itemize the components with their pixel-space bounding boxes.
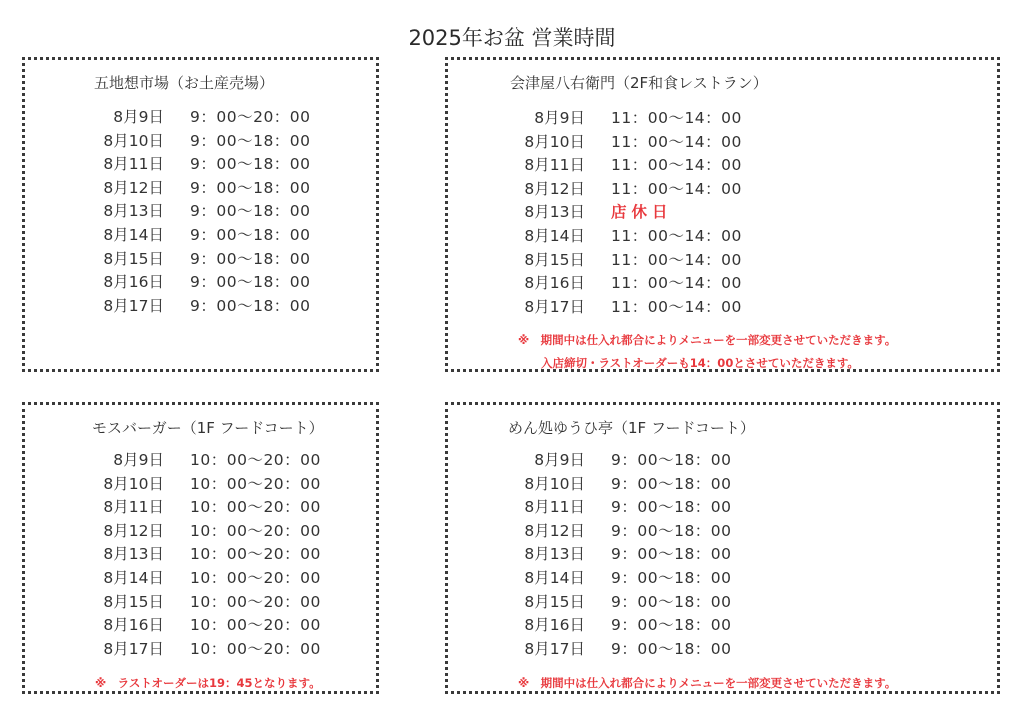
date: 8月11日 xyxy=(524,156,585,175)
date: 8月12日 xyxy=(524,179,585,198)
date: 8月15日 xyxy=(524,250,585,269)
hours-row xyxy=(84,520,321,544)
time: 9：00〜18：00 xyxy=(611,474,732,493)
hours-row xyxy=(505,449,732,473)
hours-list xyxy=(505,107,742,319)
hours-list xyxy=(84,106,311,318)
time: 10：00〜20：00 xyxy=(190,592,321,611)
date: 8月17日 xyxy=(103,639,164,658)
time: 10：00〜20：00 xyxy=(190,498,321,517)
shop-name: めん処ゆうひ亭（1F フードコート） xyxy=(508,419,755,437)
date: 8月10日 xyxy=(524,474,585,493)
hours-row xyxy=(84,248,311,272)
shop-name: モスバーガー（1F フードコート） xyxy=(92,419,324,437)
hours-row xyxy=(505,272,742,296)
hours-row xyxy=(505,178,742,202)
hours-row xyxy=(84,106,311,130)
time: 10：00〜20：00 xyxy=(190,616,321,635)
date: 8月9日 xyxy=(534,451,585,469)
hours-row xyxy=(84,473,321,497)
date: 8月9日 xyxy=(113,108,164,126)
hours-row xyxy=(84,567,321,591)
shop-name: 会津屋八右衛門（2F和食レストラン） xyxy=(510,74,768,92)
time: 11：00〜14：00 xyxy=(611,109,742,127)
hours-row xyxy=(505,131,742,155)
time: 9：00〜18：00 xyxy=(611,568,732,587)
date: 8月11日 xyxy=(103,498,164,517)
shop-box-restaurant xyxy=(445,57,1000,372)
date: 8月10日 xyxy=(103,474,164,493)
date: 8月12日 xyxy=(103,178,164,197)
date: 8月14日 xyxy=(103,225,164,244)
date: 8月15日 xyxy=(103,249,164,268)
time: 9：00〜18：00 xyxy=(190,249,311,268)
hours-row xyxy=(505,107,742,131)
time: 9：00〜18：00 xyxy=(611,451,732,469)
hours-row xyxy=(84,295,311,319)
time: 9：00〜18：00 xyxy=(190,155,311,174)
time: 9：00〜18：00 xyxy=(190,178,311,197)
time: 11：00〜14：00 xyxy=(611,132,742,151)
hours-row xyxy=(84,449,321,473)
date: 8月14日 xyxy=(103,568,164,587)
date: 8月15日 xyxy=(103,592,164,611)
date: 8月9日 xyxy=(113,451,164,469)
date: 8月16日 xyxy=(103,273,164,292)
shop-box-mos-burger xyxy=(22,402,379,694)
date: 8月9日 xyxy=(534,109,585,127)
date: 8月14日 xyxy=(524,568,585,587)
time: 11：00〜14：00 xyxy=(611,250,742,269)
date: 8月15日 xyxy=(524,592,585,611)
hours-row xyxy=(505,591,732,615)
closed-day-label: 店休日 xyxy=(611,203,673,222)
hours-row xyxy=(505,567,732,591)
date: 8月13日 xyxy=(524,203,585,222)
hours-row xyxy=(84,496,321,520)
date: 8月10日 xyxy=(103,131,164,150)
hours-row xyxy=(505,296,742,320)
hours-row xyxy=(84,638,321,662)
time: 9：00〜20：00 xyxy=(190,108,311,126)
date: 8月10日 xyxy=(524,132,585,151)
hours-row xyxy=(505,473,732,497)
date: 8月16日 xyxy=(524,616,585,635)
date: 8月17日 xyxy=(524,297,585,316)
hours-row xyxy=(505,496,732,520)
last-order-notice: ※ ラストオーダーは19：45となります。 xyxy=(95,676,321,690)
date: 8月11日 xyxy=(524,498,585,517)
hours-list xyxy=(84,449,321,661)
hours-row xyxy=(84,591,321,615)
time: 11：00〜14：00 xyxy=(611,274,742,293)
date: 8月14日 xyxy=(524,226,585,245)
shop-box-souvenir xyxy=(22,57,379,372)
time: 10：00〜20：00 xyxy=(190,451,321,469)
time: 9：00〜18：00 xyxy=(611,498,732,517)
hours-row xyxy=(505,225,742,249)
hours-row xyxy=(84,271,311,295)
date: 8月16日 xyxy=(524,274,585,293)
time: 11：00〜14：00 xyxy=(611,297,742,316)
time: 9：00〜18：00 xyxy=(190,202,311,221)
time: 9：00〜18：00 xyxy=(190,131,311,150)
time: 9：00〜18：00 xyxy=(611,592,732,611)
time: 9：00〜18：00 xyxy=(611,616,732,635)
time: 9：00〜18：00 xyxy=(190,225,311,244)
time: 9：00〜18：00 xyxy=(611,639,732,658)
hours-row xyxy=(84,200,311,224)
time: 10：00〜20：00 xyxy=(190,639,321,658)
date: 8月13日 xyxy=(103,202,164,221)
page-title: 2025年お盆 営業時間 xyxy=(408,26,616,50)
hours-row xyxy=(84,130,311,154)
time: 10：00〜20：00 xyxy=(190,545,321,564)
hours-row xyxy=(84,224,311,248)
shop-box-noodle xyxy=(445,402,1000,694)
time: 9：00〜18：00 xyxy=(190,296,311,315)
time: 10：00〜20：00 xyxy=(190,474,321,493)
time: 9：00〜18：00 xyxy=(611,521,732,540)
date: 8月13日 xyxy=(524,545,585,564)
time: 9：00〜18：00 xyxy=(190,273,311,292)
date: 8月11日 xyxy=(103,155,164,174)
hours-row xyxy=(84,177,311,201)
last-order-notice: 入店締切・ラストオーダーも14：00とさせていただきます。 xyxy=(541,356,859,370)
shop-name: 五地想市場（お土産売場） xyxy=(94,74,275,92)
hours-list xyxy=(505,449,732,661)
hours-row xyxy=(84,153,311,177)
time: 11：00〜14：00 xyxy=(611,179,742,198)
hours-row xyxy=(505,543,732,567)
hours-row xyxy=(505,154,742,178)
time: 11：00〜14：00 xyxy=(611,156,742,175)
menu-change-notice: ※ 期間中は仕入れ都合によりメニューを一部変更させていただきます。 xyxy=(518,333,897,347)
date: 8月13日 xyxy=(103,545,164,564)
date: 8月17日 xyxy=(524,639,585,658)
hours-row xyxy=(505,249,742,273)
time: 11：00〜14：00 xyxy=(611,226,742,245)
hours-row xyxy=(505,520,732,544)
hours-row xyxy=(505,614,732,638)
time: 10：00〜20：00 xyxy=(190,521,321,540)
date: 8月17日 xyxy=(103,296,164,315)
hours-row xyxy=(505,638,732,662)
date: 8月12日 xyxy=(103,521,164,540)
hours-row xyxy=(84,543,321,567)
date: 8月16日 xyxy=(103,616,164,635)
menu-change-notice: ※ 期間中は仕入れ都合によりメニューを一部変更させていただきます。 xyxy=(518,676,897,690)
hours-row xyxy=(84,614,321,638)
time: 10：00〜20：00 xyxy=(190,568,321,587)
hours-row xyxy=(505,201,742,225)
time: 9：00〜18：00 xyxy=(611,545,732,564)
date: 8月12日 xyxy=(524,521,585,540)
